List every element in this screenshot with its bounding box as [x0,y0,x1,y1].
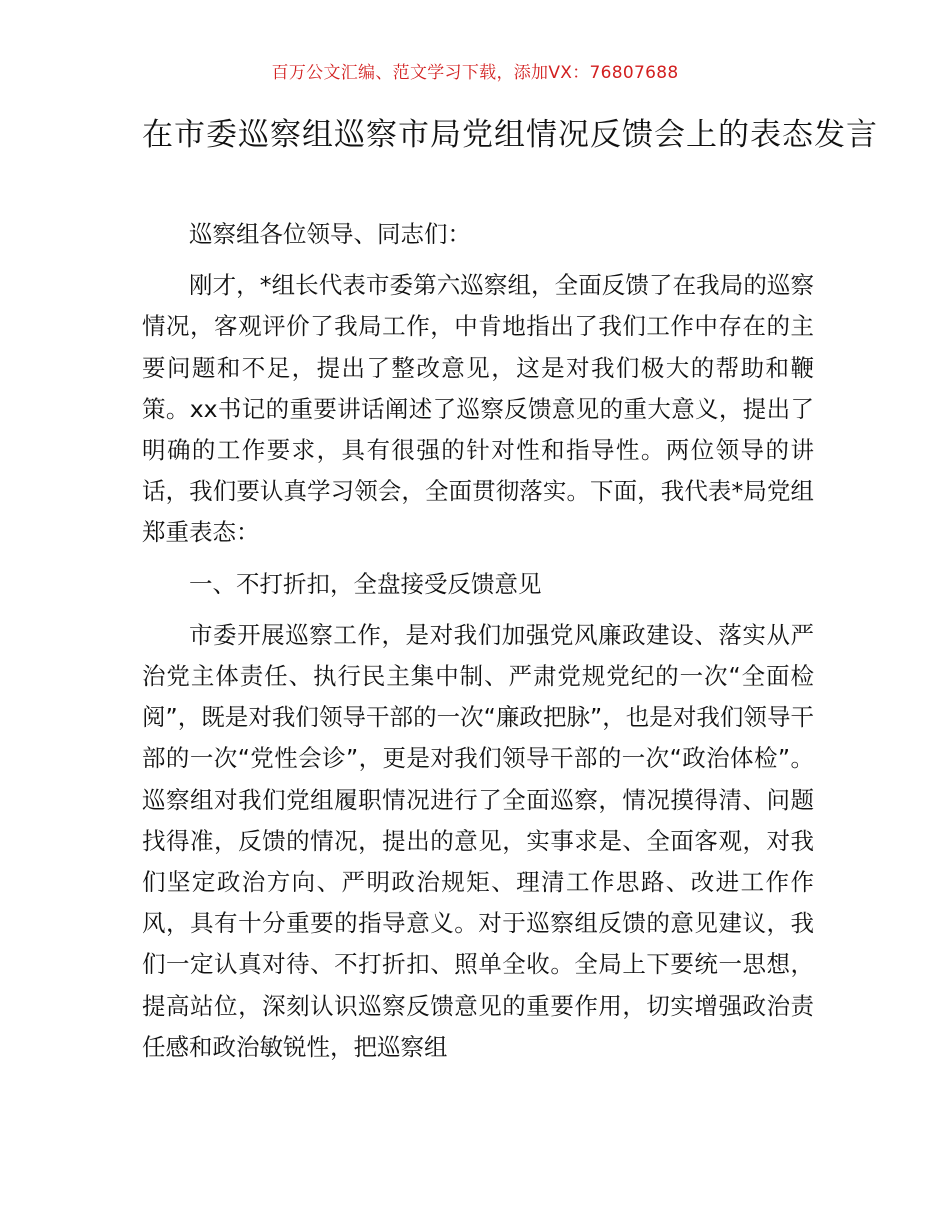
salutation: 巡察组各位领导、同志们： [189,220,471,248]
document-body [142,214,814,1078]
section-heading-1: 一、不打折扣，全盘接受反馈意见 [189,569,542,598]
paragraph-intro: 刚才，*组长代表市委第六巡察组，全面反馈了在我局的巡察情况，客观评价了我局工作，中肯地指出了我们工作中存在的主要问题和不足，提出了整改意见，这是对我们极大的帮助和鞭策。xx书记的重要讲话阐述了巡察反馈意见的重大意义，提出了明确的工作要求，具有很强的针对性和指导性。两位领导的讲话，我们要认真学习领会，全面贯彻落实。下面，我代表*局党组郑重表态： [142,271,814,547]
paragraph-section-1: 市委开展巡察工作，是对我们加强党风廉政建设、落实从严治党主体责任、执行民主集中制、严肃党规党纪的一次“全面检阅”，既是对我们领导干部的一次“廉政把脉”，也是对我们领导干部的一次“党性会诊”，更是对我们领导干部的一次“政治体检”。巡察组对我们党组履职情况进行了全面巡察，情况摸得清、问题找得准，反馈的情况，提出的意见，实事求是、全面客观，对我们坚定政治方向、严明政治规矩、理清工作思路、改进工作作风，具有十分重要的指导意义。对于巡察组反馈的意见建议，我们一定认真对待、不打折扣、照单全收。全局上下要统一思想，提高站位，深刻认识巡察反馈意见的重要作用，切实增强政治责任感和政治敏锐性，把巡察组 [142,620,814,1061]
header-watermark-note: 百万公文汇编、范文学习下载，添加VX：76807688 [271,63,679,83]
document-title: 在市委巡察组巡察市局党组情况反馈会上的表态发言 [142,117,878,153]
